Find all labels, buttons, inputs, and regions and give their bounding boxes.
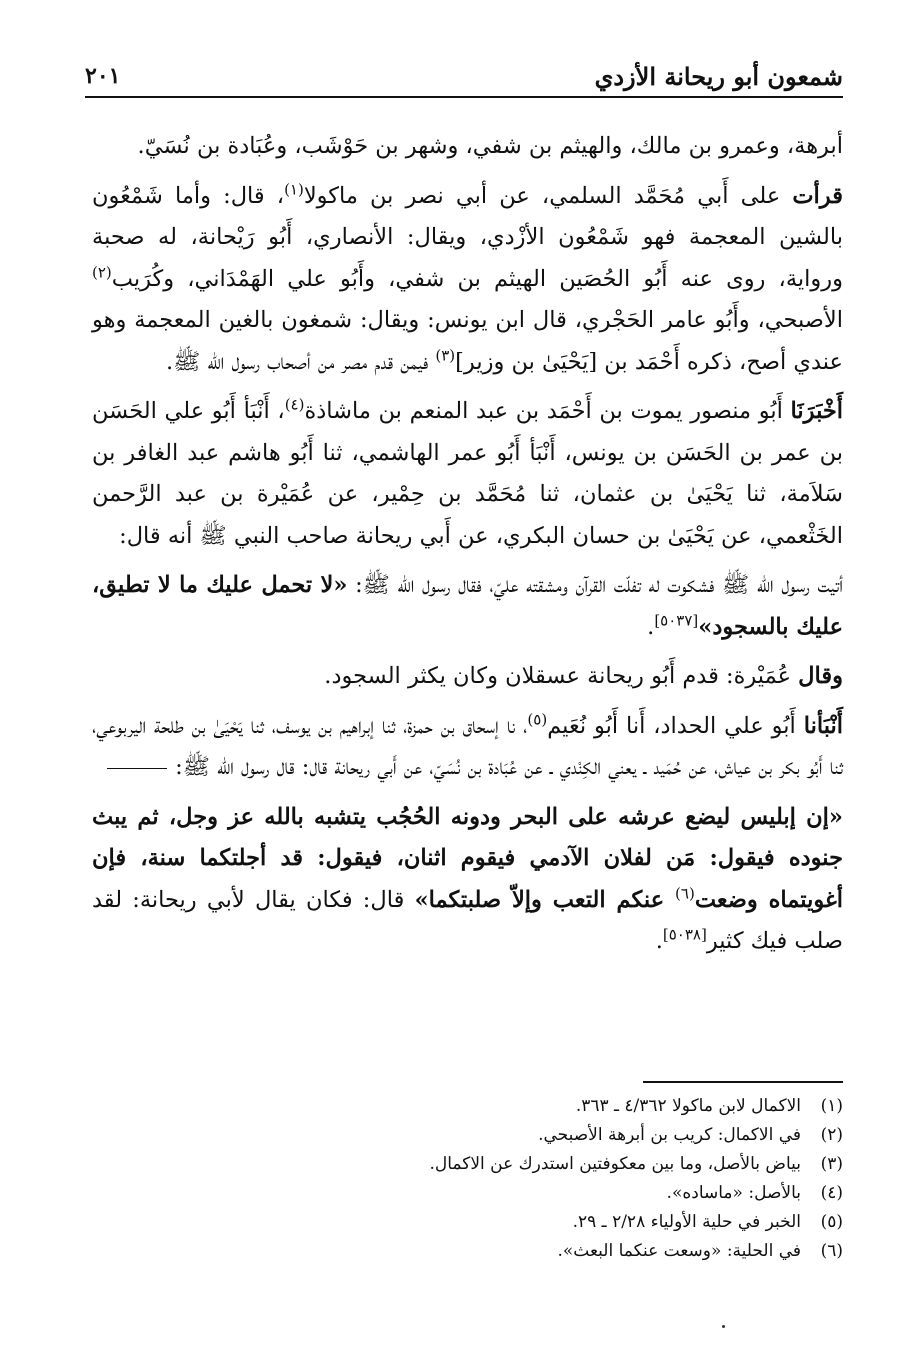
footnote-text: بياض بالأصل، وما بين معكوفتين استدرك عن الاكمال.: [429, 1154, 801, 1174]
bold-text: أَخْبَرَنَا: [790, 398, 844, 424]
paragraph: [92, 797, 843, 963]
footnote: [92, 1237, 843, 1266]
footnote: [92, 1150, 843, 1179]
stray-dot: [722, 1325, 725, 1328]
text-run: فيمن قدم مصر من أصحاب رسول الله ﷺ.: [166, 348, 436, 375]
bold-text: «لا تحمل عليك ما لا تطيق، عليك بالسجود»: [92, 572, 843, 640]
paragraph: [92, 176, 843, 384]
page-number: ٢٠١: [85, 63, 121, 89]
footnote-marker: (٤): [284, 395, 305, 414]
text-run: أتيت رسول الله ﷺ فشكوت له تفلّت القرآن ومشقته عليّ، فقال رسول الله ﷺ:: [347, 572, 843, 598]
footnote-number: (٣): [820, 1154, 843, 1174]
text-run: الأصبحي، وأَبُو عامر الحَجْري، قال ابن يونس: ويقال: شمغون بالغين المعجمة وهو عندي أصح، ذكره أَحْمَد بن [يَحْيَىٰ بن وزير]: [92, 307, 843, 375]
footnote-number: (٢): [820, 1125, 843, 1145]
hadith-number: [٥٠٣٧]: [654, 611, 699, 629]
footnote-number: (٦): [820, 1241, 843, 1261]
footnote: [92, 1179, 843, 1208]
footnote-text: بالأصل: «ماساده».: [666, 1183, 801, 1203]
footnote-marker: (٣): [435, 346, 456, 364]
paragraph: [92, 656, 843, 698]
paragraph: [92, 391, 843, 557]
hadith-number: [٥٠٣٨]: [662, 925, 707, 944]
footnote-number: (٥): [820, 1212, 843, 1232]
text-run: ، قال: وأما شَمْعُون بالشين المعجمة فهو شَمْعُون الأزْدي، ويقال: الأنصاري، أَبُو رَيْحانة، له صحبة ورواية، روى عنه أَبُو الحُصَين الهيثم بن شفي، وأَبُو علي الهَمْدَاني، وكُرَيب: [92, 182, 843, 292]
bold-text: قرأت: [792, 182, 843, 209]
footnote: [92, 1121, 843, 1150]
footnotes: [92, 1092, 843, 1266]
footnote: [92, 1092, 843, 1121]
text-run: .: [647, 613, 655, 640]
footnote-text: في الاكمال: كريب بن أبرهة الأصبحي.: [538, 1125, 801, 1145]
bold-text: وقال: [798, 663, 843, 689]
footnote-marker: (١): [284, 180, 304, 198]
text-run: عُمَيْرة: قدم أَبُو ريحانة عسقلان وكان يكثر السجود.: [324, 663, 799, 689]
footnote: [92, 1208, 843, 1237]
bold-text: أَنْبَأنا: [803, 712, 843, 739]
footnote-text: في الحلية: «وسعت عنكما البعث».: [557, 1241, 801, 1261]
text-run: على أَبي مُحَمَّد السلمي، عن أبي نصر بن ماكولا: [303, 182, 793, 209]
footnote-text: الاكمال لابن ماكولا ٤/٣٦٢ ـ ٣٦٣.: [575, 1096, 801, 1116]
main-text: [92, 126, 843, 971]
bold-text: عنكم التعب وإلاّ صلبتكما»: [414, 886, 676, 913]
text-run: .: [655, 928, 663, 954]
footnote-separator: [643, 1081, 843, 1083]
bold-text: «إن إبليس ليضع عرشه على البحر ودونه الحُجُب يتشبه بالله عز وجل، ثم يبث جنوده فيقول: مَن لفلان الآدمي فيقوم اثنان، فيقول: قد أجلتكما سنة، فإن أغويتماه وضعت: [92, 803, 843, 913]
paragraph: [92, 706, 843, 789]
text-run: ، أَنْبَأ أَبُو علي الحَسَن بن عمر بن الحَسَن بن يونس، أَنْبَأ أَبُو عمر الهاشمي، ثنا أَبُو هاشم عبد الغافر بن سَلاَمة، ثنا يَحْيَىٰ بن عثمان، ثنا مُحَمَّد بن حِمْير، عن عُمَيْرة بن عبد الرَّحمن الخَثْعمي، عن يَحْيَىٰ بن حسان البكري، عن أَبي ريحانة صاحب النبي ﷺ أنه قال:: [92, 398, 843, 549]
footnote-number: (٤): [820, 1183, 843, 1203]
running-title: شمعون أبو ريحانة الأزدي: [594, 61, 843, 91]
footnote-number: (١): [820, 1096, 843, 1116]
text-run: أبرهة، وعمرو بن مالك، والهيثم بن شفي، وشهر بن حَوْشَب، وعُبَادة بن نُسَيّ.: [137, 133, 843, 159]
page-header: [85, 56, 843, 98]
paragraph: [92, 126, 843, 168]
text-run: أَبُو علي الحداد، أَنا أَبُو نُعَيم: [547, 712, 804, 739]
footnote-text: الخبر في حلية الأولياء ٢/٢٨ ـ ٢٩.: [572, 1212, 801, 1232]
paragraph: [92, 565, 843, 648]
footnote-marker: (٢): [92, 263, 112, 281]
text-run: ، نا إسحاق بن حمزة، ثنا إبراهيم بن يوسف، ثنا يَحْيَىٰ بن طلحة اليربوعي، ثنا أَبُو بكر بن عياش، عن حُمَيد ـ يعني الكِنْدي ـ عن عُبَادة بن نُسَيّ، عن أَبي ريحانة قال: قال رسول الله ﷺ:: [92, 712, 843, 780]
text-run: قال: فكان يقال لأبي ريحانة: لقد صلب فيك كثير: [92, 886, 843, 954]
text-run: أَبُو منصور يموت بن أَحْمَد بن عبد المنعم بن ماشاذة: [304, 398, 791, 424]
dash-rule: [107, 768, 167, 769]
footnote-marker: (٦): [675, 884, 695, 902]
footnote-marker: (٥): [527, 710, 548, 728]
